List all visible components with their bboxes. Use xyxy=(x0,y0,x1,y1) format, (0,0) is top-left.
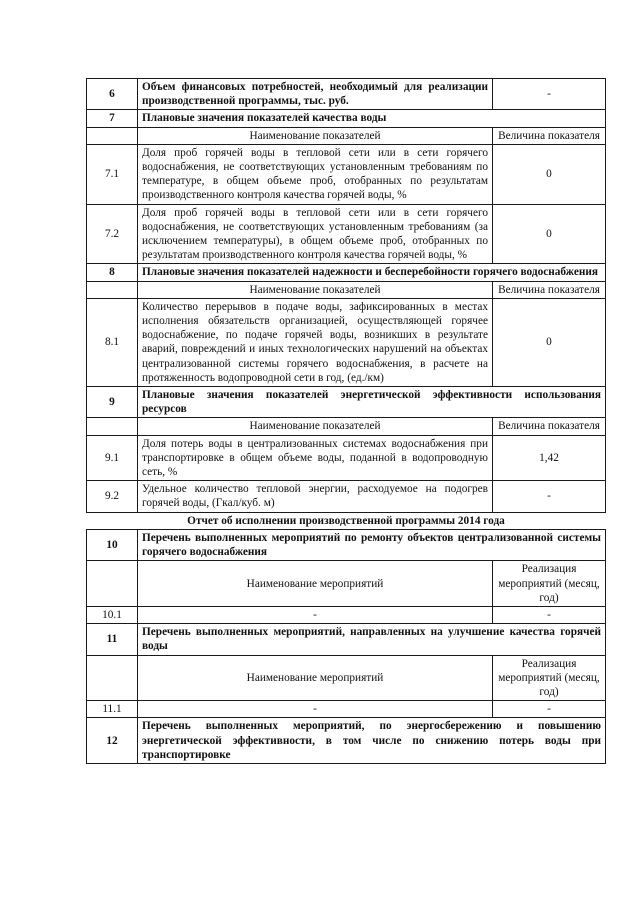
section-number: 10 xyxy=(87,529,138,560)
row-value: 0 xyxy=(493,298,606,386)
section-row xyxy=(87,264,606,281)
report-title: Отчет об исполнении производственной программы 2014 года xyxy=(87,512,606,529)
header-row xyxy=(87,655,606,701)
row-number: 8.1 xyxy=(87,298,138,386)
column-header-value: Реализация мероприятий (месяц, год) xyxy=(493,655,606,701)
section-number: 11 xyxy=(87,624,138,655)
row-number: 9.2 xyxy=(87,481,138,512)
section-row xyxy=(87,529,606,560)
table-row xyxy=(87,435,606,481)
row-text: - xyxy=(138,606,493,623)
row-text: Количество перерывов в подаче воды, зафиксированных в местах исполнения обязательств организацией, осуществляющей горячее водоснабжение, по подаче горячей воды, возникших в результате аварий, повреждений и иных технологических нарушений на объектах централизованной системы горячего водоснабжения, в расчете на протяженность водопроводной сети в год, (ед./км) xyxy=(138,298,493,386)
row-number: 6 xyxy=(87,79,138,110)
row-text: Доля проб горячей воды в тепловой сети или в сети горячего водоснабжения, не соответствующих установленным требованиям (за исключением температуры), в общем объеме проб, отобранных по результатам производственного контроля качества горячей воды, % xyxy=(138,204,493,264)
column-header-value: Величина показателя xyxy=(493,127,606,144)
section-row xyxy=(87,718,606,764)
column-header-name: Наименование мероприятий xyxy=(138,561,493,607)
row-value: - xyxy=(493,701,606,718)
row-number: 9.1 xyxy=(87,435,138,481)
section-number: 7 xyxy=(87,110,138,127)
header-row xyxy=(87,561,606,607)
column-header-value: Величина показателя xyxy=(493,418,606,435)
header-row xyxy=(87,127,606,144)
table-row xyxy=(87,481,606,512)
table-row xyxy=(87,79,606,110)
table-row xyxy=(87,606,606,623)
row-value: 0 xyxy=(493,144,606,204)
row-text: - xyxy=(138,701,493,718)
program-table xyxy=(86,78,606,764)
section-number: 8 xyxy=(87,264,138,281)
section-title: Плановые значения показателей качества воды xyxy=(138,110,606,127)
section-title: Перечень выполненных мероприятий по ремонту объектов централизованной системы горячего водоснабжения xyxy=(138,529,606,560)
row-value: 1,42 xyxy=(493,435,606,481)
row-text: Удельное количество тепловой энергии, расходуемое на подогрев горячей воды, (Гкал/куб. м) xyxy=(138,481,493,512)
row-text: Доля проб горячей воды в тепловой сети или в сети горячего водоснабжения, не соответствующих установленным требованиям по температуре, в общем объеме проб, отобранных по результатам производственного контроля качества горячей воды, % xyxy=(138,144,493,204)
section-title: Плановые значения показателей надежности и бесперебойности горячего водоснабжения xyxy=(138,264,606,281)
column-header-name: Наименование показателей xyxy=(138,281,493,298)
row-value: 0 xyxy=(493,204,606,264)
header-row xyxy=(87,281,606,298)
row-number: 7.2 xyxy=(87,204,138,264)
section-number: 9 xyxy=(87,387,138,418)
row-number: 10.1 xyxy=(87,606,138,623)
column-header-name: Наименование показателей xyxy=(138,418,493,435)
row-text: Объем финансовых потребностей, необходимый для реализации производственной программы, тыс. руб. xyxy=(138,79,493,110)
section-title: Плановые значения показателей энергетической эффективности использования ресурсов xyxy=(138,387,606,418)
column-header-name: Наименование мероприятий xyxy=(138,655,493,701)
column-header-name: Наименование показателей xyxy=(138,127,493,144)
report-title-row xyxy=(87,512,606,529)
table-row xyxy=(87,144,606,204)
row-number: 7.1 xyxy=(87,144,138,204)
row-text: Доля потерь воды в централизованных системах водоснабжения при транспортировке в общем объеме воды, поданной в водопроводную сеть, % xyxy=(138,435,493,481)
table-row xyxy=(87,204,606,264)
table-row xyxy=(87,298,606,386)
row-number: 11.1 xyxy=(87,701,138,718)
section-row xyxy=(87,624,606,655)
column-header-value: Величина показателя xyxy=(493,281,606,298)
row-value: - xyxy=(493,79,606,110)
section-title: Перечень выполненных мероприятий, по энергосбережению и повышению энергетической эффективности, в том числе по снижению потерь воды при транспортировке xyxy=(138,718,606,764)
row-value: - xyxy=(493,606,606,623)
document-page xyxy=(86,78,606,764)
column-header-value: Реализация мероприятий (месяц, год) xyxy=(493,561,606,607)
section-title: Перечень выполненных мероприятий, направленных на улучшение качества горячей воды xyxy=(138,624,606,655)
row-value: - xyxy=(493,481,606,512)
section-row xyxy=(87,387,606,418)
section-number: 12 xyxy=(87,718,138,764)
header-row xyxy=(87,418,606,435)
section-row xyxy=(87,110,606,127)
table-row xyxy=(87,701,606,718)
